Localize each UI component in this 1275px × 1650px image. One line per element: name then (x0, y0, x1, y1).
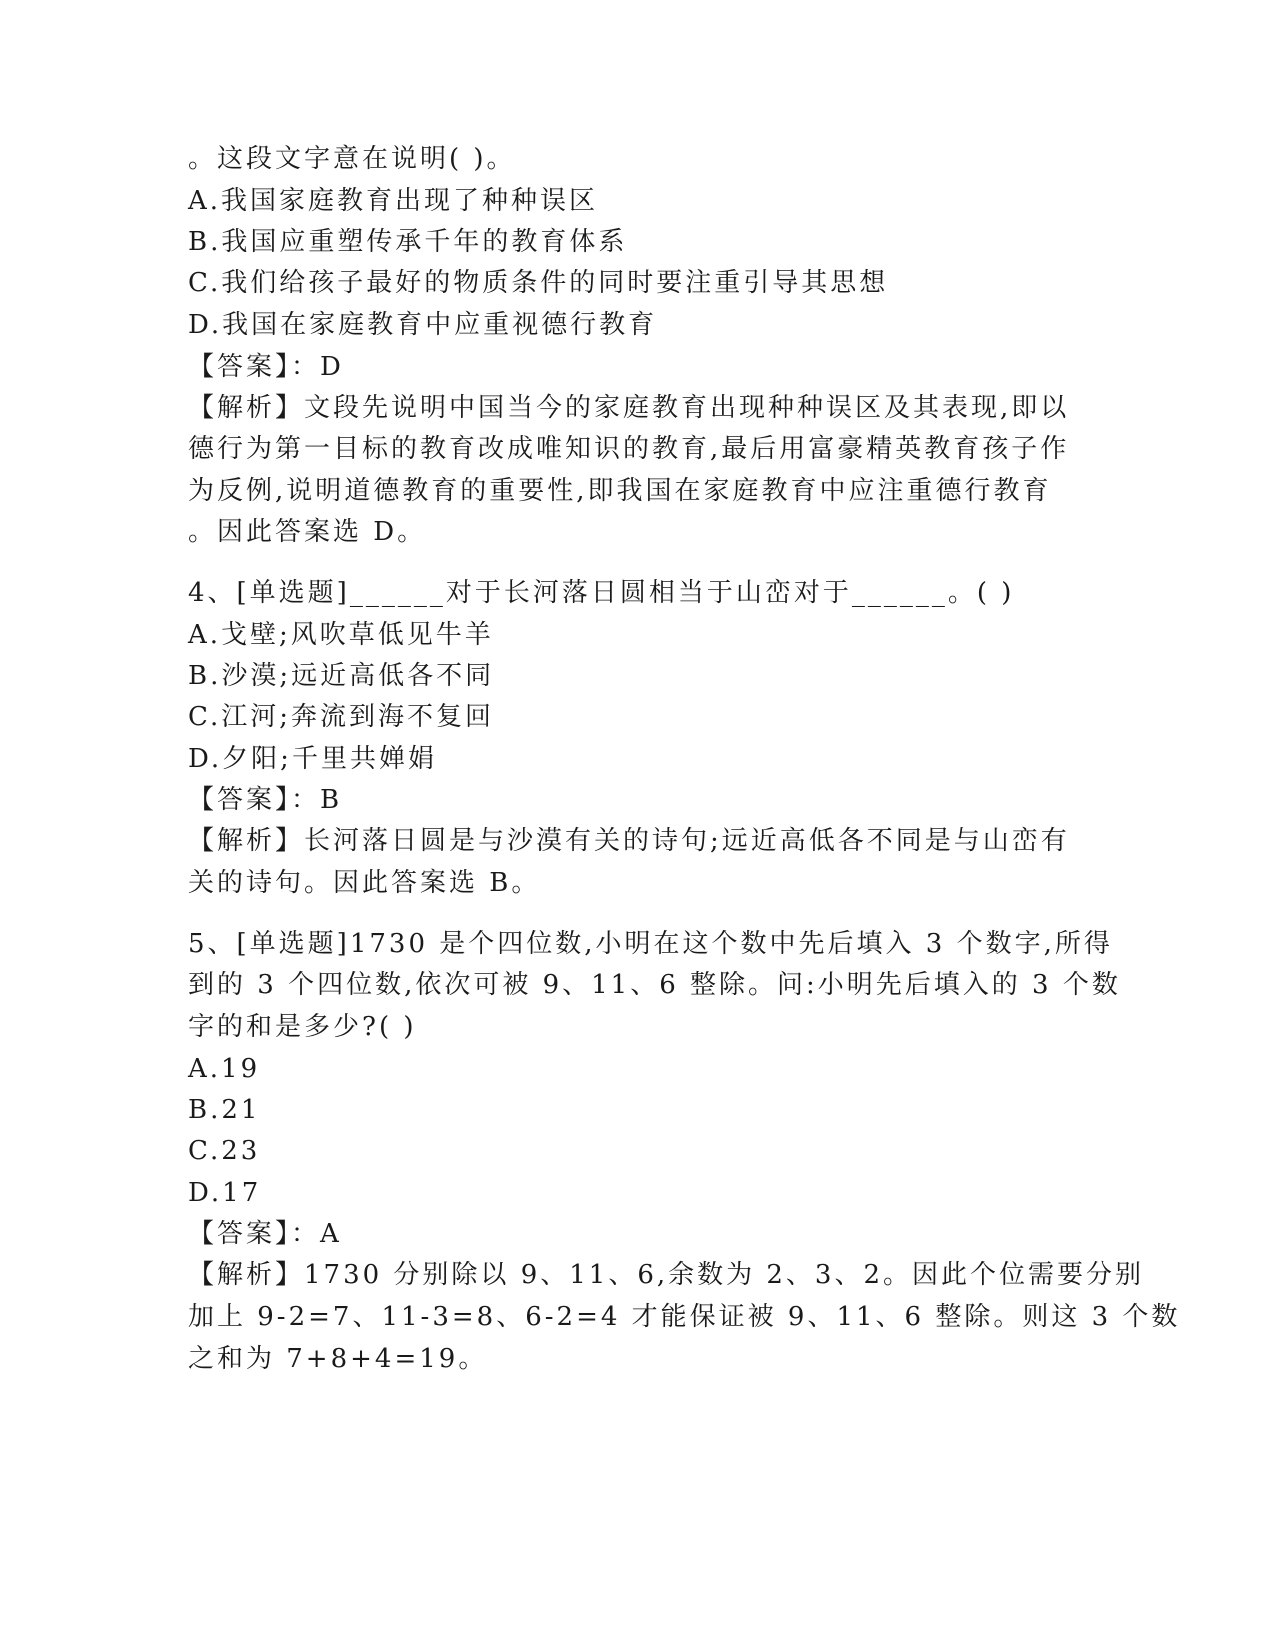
question-3-analysis-line: 【解析】文段先说明中国当今的家庭教育出现种种误区及其表现,即以 (188, 393, 1070, 423)
question-3-option-a: A.我国家庭教育出现了种种误区 (188, 186, 599, 216)
question-3-answer: 【答案】：D (188, 352, 344, 382)
question-4-option-c: C.江河;奔流到海不复回 (188, 702, 494, 732)
question-4-analysis-line: 关的诗句。因此答案选 B。 (188, 868, 541, 898)
question-5-stem-line: 5、[单选题]1730 是个四位数,小明在这个数中先后填入 3 个数字,所得 (188, 929, 1113, 959)
question-5-option-d: D.17 (188, 1178, 262, 1208)
question-3-analysis-line: 德行为第一目标的教育改成唯知识的教育,最后用富豪精英教育孩子作 (188, 434, 1070, 464)
question-5-option-c: C.23 (188, 1136, 261, 1166)
question-5-stem-line: 字的和是多少?( ) (188, 1012, 417, 1042)
question-3-analysis-line: 。因此答案选 D。 (188, 517, 427, 547)
question-3-option-b: B.我国应重塑传承千年的教育体系 (188, 227, 628, 257)
question-5-analysis-line: 【解析】1730 分别除以 9、11、6,余数为 2、3、2。因此个位需要分别 (188, 1260, 1145, 1290)
question-3-stem-tail: 。这段文字意在说明( )。 (188, 144, 516, 174)
question-4-stem: 4、[单选题]______对于长河落日圆相当于山峦对于______。( ) (188, 578, 1015, 608)
question-5-answer: 【答案】：A (188, 1219, 342, 1249)
question-4-option-d: D.夕阳;千里共婵娟 (188, 744, 437, 774)
question-3-option-d: D.我国在家庭教育中应重视德行教育 (188, 310, 658, 340)
question-5-analysis-line: 之和为 7+8+4=19。 (188, 1344, 488, 1374)
question-4-option-a: A.戈壁;风吹草低见牛羊 (188, 620, 494, 650)
question-4-analysis-line: 【解析】长河落日圆是与沙漠有关的诗句;远近高低各不同是与山峦有 (188, 826, 1070, 856)
question-4-option-b: B.沙漠;远近高低各不同 (188, 661, 495, 691)
question-3-option-c: C.我们给孩子最好的物质条件的同时要注重引导其思想 (188, 268, 889, 298)
question-5-stem-line: 到的 3 个四位数,依次可被 9、11、6 整除。问:小明先后填入的 3 个数 (188, 970, 1121, 1000)
question-5-option-b: B.21 (188, 1095, 261, 1125)
question-5-option-a: A.19 (188, 1054, 261, 1084)
question-3-analysis-line: 为反例,说明道德教育的重要性,即我国在家庭教育中应注重德行教育 (188, 476, 1052, 506)
question-5-analysis-line: 加上 9-2=7、11-3=8、6-2=4 才能保证被 9、11、6 整除。则这 3 个数 (188, 1302, 1181, 1332)
question-4-answer: 【答案】：B (188, 785, 343, 815)
